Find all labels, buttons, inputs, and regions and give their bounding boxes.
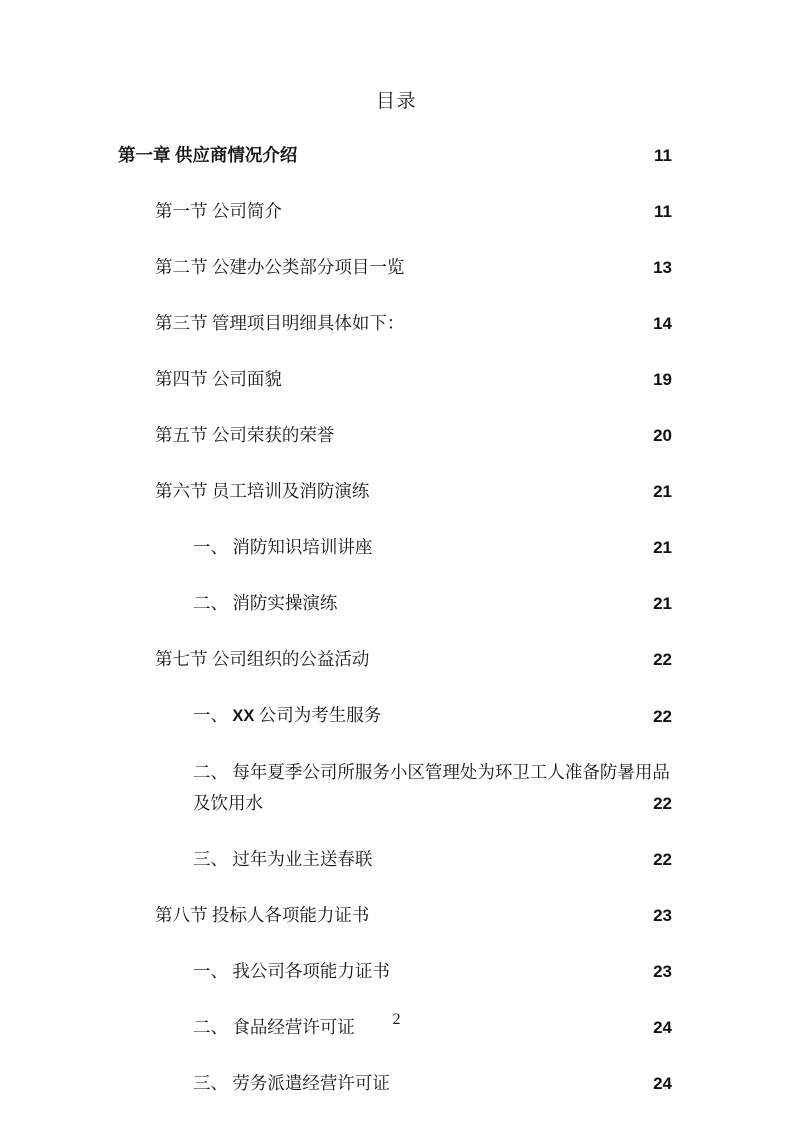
toc-entry[interactable] — [0, 420, 793, 451]
dot-leader — [334, 424, 793, 442]
toc-entry-label: 第五节 公司荣获的荣誉 — [155, 425, 335, 445]
toc-entry-label: 一、 XX 公司为考生服务 — [193, 705, 382, 725]
toc-entry-label: 二、 消防实操演练 — [193, 593, 338, 613]
toc-entry-label: 第七节 公司组织的公益活动 — [155, 649, 370, 669]
dot-leader — [282, 368, 793, 386]
dot-leader — [282, 200, 793, 218]
toc-entry-label: 第八节 投标人各项能力证书 — [155, 905, 370, 925]
toc-entry-page-number: 23 — [649, 956, 672, 987]
toc-entry-label: 三、 劳务派遣经营许可证 — [193, 1073, 390, 1093]
toc-entry-label: 二、 每年夏季公司所服务小区管理处为环卫工人准备防暑用品及饮用水 — [193, 762, 670, 813]
dot-leader — [369, 904, 793, 922]
toc-entry-label: 二、 食品经营许可证 — [193, 1017, 355, 1037]
toc-entry-page-number: 22 — [649, 788, 672, 819]
toc-entry[interactable] — [0, 588, 793, 619]
toc-entry-label: 第一节 公司简介 — [155, 201, 282, 221]
dot-leader — [404, 312, 793, 330]
dot-leader — [372, 848, 793, 866]
toc-entry-label: 第一章 供应商情况介绍 — [118, 145, 298, 165]
toc-entry[interactable] — [0, 140, 793, 171]
toc-entry-label: 第六节 员工培训及消防演练 — [155, 481, 370, 501]
dot-leader — [381, 704, 793, 722]
dot-leader — [372, 536, 793, 554]
toc-entry[interactable] — [0, 1068, 793, 1099]
toc-entry-page-number: 24 — [649, 1012, 672, 1043]
toc-entry[interactable] — [0, 308, 793, 339]
toc-entry-page-number: 13 — [649, 252, 672, 283]
toc-entry[interactable] — [0, 476, 793, 507]
toc-entry-page-number: 22 — [649, 701, 672, 732]
toc-entry-label: 一、 我公司各项能力证书 — [193, 961, 390, 981]
toc-entry-page-number: 22 — [649, 644, 672, 675]
toc-entry[interactable] — [0, 644, 793, 675]
dot-leader — [390, 960, 793, 978]
toc-entry-page-number: 11 — [650, 140, 672, 171]
toc-entry-page-number: 23 — [649, 900, 672, 931]
dot-leader — [369, 648, 793, 666]
toc-entry-label: 一、 消防知识培训讲座 — [193, 537, 373, 557]
page-title: 目录 — [375, 91, 417, 112]
toc-entry[interactable] — [0, 844, 793, 875]
toc-entry-page-number: 19 — [649, 364, 672, 395]
toc-entry-page-number: 11 — [650, 196, 672, 227]
toc-entry[interactable] — [0, 364, 793, 395]
toc-entry[interactable] — [0, 196, 793, 227]
toc-entry-page-number: 22 — [649, 844, 672, 875]
toc-entry-page-number: 21 — [649, 532, 672, 563]
toc-entry-page-number: 24 — [649, 1068, 672, 1099]
table-of-contents — [0, 140, 793, 1122]
dot-leader — [404, 256, 793, 274]
toc-entry-label: 第三节 管理项目明细具体如下： — [155, 313, 405, 333]
page-number-footer: 2 — [392, 1011, 401, 1028]
toc-entry[interactable] — [0, 757, 793, 819]
dot-leader — [369, 480, 793, 498]
toc-entry[interactable] — [0, 532, 793, 563]
toc-entry-page-number: 21 — [649, 588, 672, 619]
toc-entry[interactable] — [0, 252, 793, 283]
toc-entry[interactable] — [0, 700, 793, 732]
toc-entry-page-number: 21 — [649, 476, 672, 507]
toc-entry-page-number: 14 — [649, 308, 672, 339]
dot-leader — [390, 1072, 793, 1090]
latin-token: XX — [232, 707, 255, 725]
toc-entry[interactable] — [0, 956, 793, 987]
dot-leader — [337, 592, 793, 610]
toc-entry-page-number: 20 — [649, 420, 672, 451]
toc-entry-label: 三、 过年为业主送春联 — [193, 849, 373, 869]
toc-entry-label: 第四节 公司面貌 — [155, 369, 282, 389]
dot-leader — [297, 144, 793, 162]
toc-entry-label: 第二节 公建办公类部分项目一览 — [155, 257, 405, 277]
toc-entry[interactable] — [0, 900, 793, 931]
